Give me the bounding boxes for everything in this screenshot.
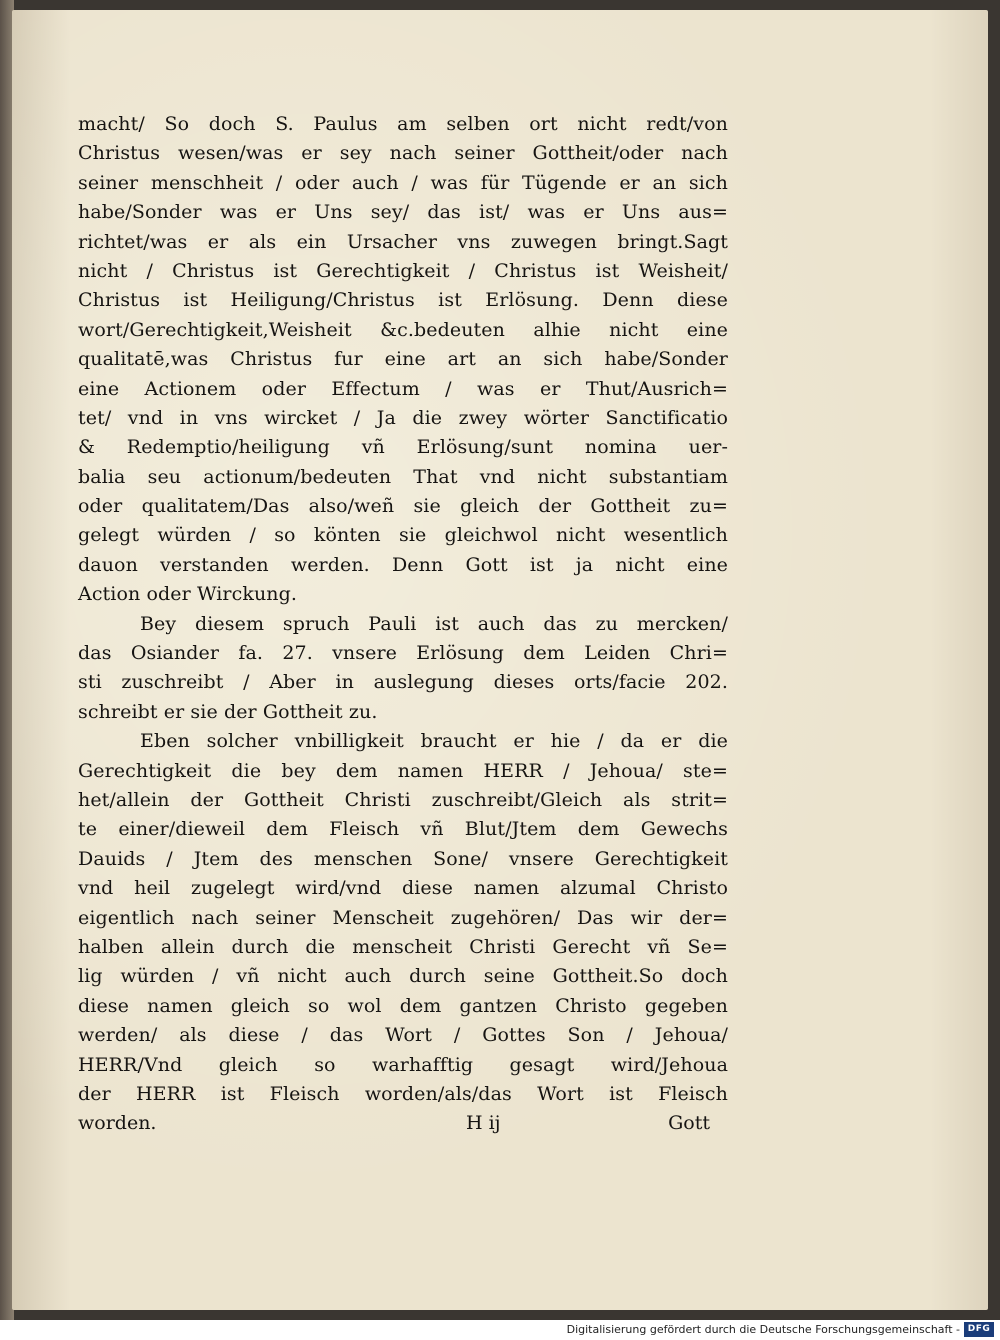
text-line: werden/ als diese / das Wort / Gottes Son / Jehoua/ — [78, 1024, 728, 1047]
text-line: diese namen gleich so wol dem gantzen Christo gegeben — [78, 994, 728, 1017]
text-line: dauon verstanden werden. Denn Gott ist ja nicht eine — [78, 553, 728, 576]
text-line: schreibt er sie der Gottheit zu. — [78, 700, 378, 723]
paragraph-start-line: Eben solcher vnbilligkeit braucht er hie / da er die — [140, 730, 728, 753]
text-line: het/allein der Gottheit Christi zuschreibt/Gleich als strit= — [78, 788, 728, 811]
text-line: Christus wesen/was er sey nach seiner Gottheit/oder nach — [78, 142, 728, 165]
text-line: & Redemptio/heiligung vñ Erlösung/sunt nomina uer- — [78, 436, 728, 459]
text-line: habe/Sonder was er Uns sey/ das ist/ was er Uns aus= — [78, 201, 728, 224]
text-line: balia seu actionum/bedeuten That vnd nicht substantiam — [78, 465, 728, 488]
text-line: vnd heil zugelegt wird/vnd diese namen alzumal Christo — [78, 877, 728, 900]
funding-notice: Digitalisierung gefördert durch die Deutsche Forschungsgemeinschaft - — [566, 1323, 960, 1336]
text-line: gelegt würden / so könten sie gleichwol nicht wesentlich — [78, 524, 728, 547]
text-line: sti zuschreibt / Aber in auslegung dieses orts/facie 202. — [78, 671, 728, 694]
text-line: qualitatē,was Christus fur eine art an sich habe/Sonder — [78, 348, 728, 371]
book-page — [12, 10, 988, 1310]
text-line: das Osiander fa. 27. vnsere Erlösung dem Leiden Chri= — [78, 642, 728, 665]
text-line: Christus ist Heiligung/Christus ist Erlösung. Denn diese — [78, 289, 728, 312]
text-line: seiner menschheit / oder auch / was für Tügende er an sich — [78, 171, 728, 194]
text-line: wort/Gerechtigkeit,Weisheit &c.bedeuten alhie nicht eine — [78, 318, 728, 341]
text-line: oder qualitatem/Das also/weñ sie gleich der Gottheit zu= — [78, 495, 728, 518]
text-line: Action oder Wirckung. — [78, 583, 298, 606]
text-line: macht/ So doch S. Paulus am selben ort nicht redt/von — [78, 113, 728, 135]
text-line: lig würden / vñ nicht auch durch seine Gottheit.So doch — [78, 965, 728, 988]
text-line: eine Actionem oder Effectum / was er Thut/Ausrich= — [78, 377, 728, 400]
text-line: richtet/was er als ein Ursacher vns zuwegen bringt.Sagt — [78, 230, 728, 253]
text-line: der HERR ist Fleisch worden/als/das Wort ist Fleisch — [78, 1082, 728, 1105]
text-line: halben allein durch die menscheit Christi Gerecht vñ Se= — [78, 935, 728, 958]
dfg-logo: DFG — [964, 1322, 994, 1337]
funding-footer — [0, 1320, 1000, 1340]
paragraph-start-line: Bey diesem spruch Pauli ist auch das zu mercken/ — [140, 612, 728, 635]
last-text-line: worden. — [78, 1112, 157, 1135]
text-line: Gerechtigkeit die bey dem namen HERR / Jehoua/ ste= — [78, 759, 728, 782]
signature-mark: H ij — [466, 1112, 501, 1135]
text-line: tet/ vnd in vns wircket / Ja die zwey wörter Sanctificatio — [78, 406, 728, 429]
text-line: HERR/Vnd gleich so warhafftig gesagt wird/Jehoua — [78, 1053, 728, 1076]
text-line: eigentlich nach seiner Menscheit zugehören/ Das wir der= — [78, 906, 728, 929]
text-line: nicht / Christus ist Gerechtigkeit / Christus ist Weisheit/ — [78, 259, 728, 282]
catchword: Gott — [668, 1112, 710, 1135]
text-line: Dauids / Jtem des menschen Sone/ vnsere Gerechtigkeit — [78, 847, 728, 870]
text-line: te einer/dieweil dem Fleisch vñ Blut/Jtem dem Gewechs — [78, 818, 728, 841]
page-text-block — [78, 110, 728, 1139]
page-foot-row — [78, 1109, 728, 1138]
